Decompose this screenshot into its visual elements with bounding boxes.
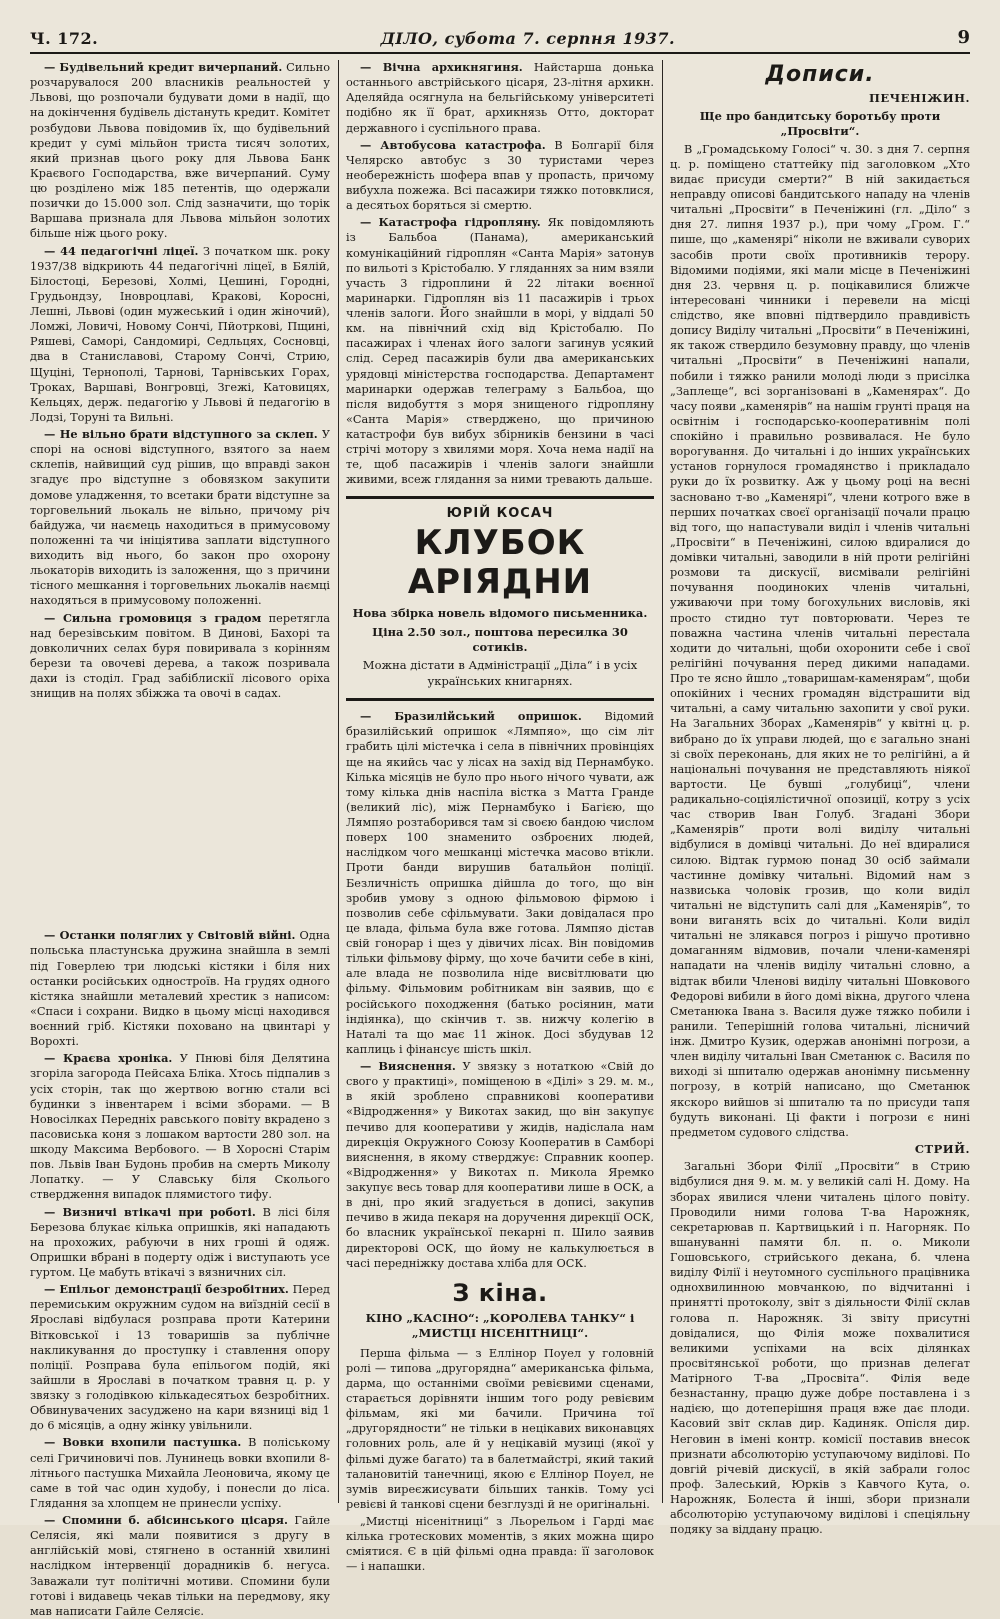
news-item bbox=[346, 215, 654, 487]
news-item bbox=[346, 138, 654, 214]
news-item-heading: — Визничі втікачі при роботі. bbox=[44, 1204, 256, 1219]
news-item-text: Гайле Селясія, які мали появитися з другу в англійській мові, стягнено в останній хвилині наслідком інтервенції дорадників б. негуса. Заважали тут політичні мотиви. Спомини були готові і видавець чекав тільки на передмову, яку мав написати Гайле Селясіє. bbox=[30, 1514, 331, 1618]
news-item bbox=[30, 427, 330, 609]
cinema-paragraph: Перша фільма — з Еллінор Поуел у головній ролі — типова „другорядна“ американська фільма, дарма, що останніми своїми ревієвими сценами, старається дорівняти іншим того роду ревієвим фільмам, які ми бачили. Причина тої „другорядности“ не тільки в нецікавих виконавцях головних роль, але й у нецікавій музиці (якої у фільмі дуже багато) та в балетмайстрі, який такий талановитій танечниці, якою є Еллінор Поуел, не зумів виреєжисувати більших танків. Тому усі ревієві й танкові сцени безглузді й не оригінальні. bbox=[346, 1346, 654, 1511]
news-item-heading: — Вияснення. bbox=[360, 1059, 456, 1073]
news-item bbox=[346, 60, 654, 136]
news-item bbox=[346, 1059, 654, 1271]
masthead bbox=[30, 22, 970, 54]
page-number: 9 bbox=[957, 27, 970, 48]
news-item bbox=[30, 60, 330, 242]
ad-author: ЮРІЙ КОСАЧ bbox=[446, 505, 554, 521]
news-item bbox=[30, 1205, 330, 1281]
news-item-text: У звязку з нотаткою «Свій до свого у практиці», поміщеною в «Ділі» з 29. м. м., в якій зроблено справникові кооперативи «Відродження» у Викотах закид, що він закупує печиво для кооперативи у жидів, надіслала нам дирекція Окружного Союзу Кооператив в Самборі вияснення, в якому стверджує: Справник коопер. «Відродження» у Викотах п. Микола Яремко закупує весь товар для кооперативи лише в ОСК, а в дні, про який згадується в допиcі, закупив печиво в жида пекаря на доручення дирекції ОСК, бо власник української пекарні п. Шило заявив директорові ОСК, що йому не калькулюється в часі передніжку доставa хліба для ОСК. bbox=[346, 1060, 654, 1270]
news-item-heading: — Катастрофа гідроплянy. bbox=[360, 215, 541, 230]
news-item-text: Відомий бразилійський опришок «Лямпяо», що сім літ грабить цілі містечка і села в північних провінціях ще на якийсь час у лісах на захід від Пернамбуко. Кілька місяців не було про нього нічого чувати, аж тому кілька днів наспіла вістка з Матта Гранде (великий ліс), між Пернамбуко і Багією, що Лямпяо розтаборився там зі своєю бандою числом поверх 100 знаменито озброєних людей, наслідком чого мешканці містечка масово втікли. Проти банди вирушив батальйон поліції. Безличність опришка дійшла до того, що він зробив умову з одною фільмовою фірмою і позволив себе сфільмувати. Заки довідалася про це влада, фільма була вже готова. Лямпяо дістав свій гонорар і щез у дівичих лісах. Він повідомив тільки фільмову фірму, що хоче бачити себе в кіні, але влада не позволила ніде висвітлювати цю фільму. Фільмовим робітникам він заявив, що є російського походження (батько росіянин, мати індіянка), що скінчив т. зв. нижчу колегію в Наталі та що має 11 жінок. Досі збудував 12 каплиць і фінансує шість шкіл. bbox=[346, 710, 655, 1056]
place-heading: СТРИЙ. bbox=[914, 1141, 970, 1156]
masthead-title-date: ДІЛО, субота 7. серпня 1937. bbox=[380, 29, 676, 48]
news-item-heading: — Вічна архикнягиня. bbox=[360, 60, 523, 74]
blank-space bbox=[30, 703, 330, 928]
column-divider bbox=[338, 60, 339, 1503]
article-subheading: Ще про бандитську боротьбу проти „Просвіти“. bbox=[699, 108, 941, 139]
news-item-text: Одна польська пластунська дружина знайшла в землі під Говерлею три людські кістяки і біля них останки російських однострoїв. На грудях одного кістяка знайшли металевий хрестик з написом: «Спаси і сохрани. Видко в цьому місці находився воєнний гріб. Кістяки поховано на цвинтарі у Ворохті. bbox=[30, 929, 331, 1049]
ad-price: Ціна 2.50 зол., поштова пересилка 30 сотиків. bbox=[372, 624, 628, 654]
news-item-heading: — Будівельний кредит вичерпаний. bbox=[44, 60, 283, 74]
ad-book-title: КЛУБОК АРІЯДНИ bbox=[407, 522, 593, 602]
news-item bbox=[30, 1435, 330, 1511]
article-paragraph: В „Громадському Голосі“ ч. 30. з дня 7. серпня ц. р. поміщено статтейку під заголовком „Хто видає присуди смерти?“ В ній закидається неправду описові бандитського нападу на членів читальні „Просвіти“ в Печеніжині (гл. „Діло“ з дня 27. липня 1937 р.), при чому „Гром. Г.“ пише, що „каменярі“ ніколи не вживали суворих засобів проти своїх противників терору. Відомими подіями, які мали місце в Печеніжині дня 23. червня ц. р. поцікавилися ближче інтересовані чинники і перевели на місці слідство, яке вповні підтвердило правдивість допису Виділу читальні „Просвіти“ в Печеніжині, як також ствердило безумовну правду, що членів читальні „Просвіти“ в Печеніжині напали, побили і тяжко ранили молоді люди з присілка „Заплеще“, всі зорганізовані в „Каменярах“. До часу появи „каменярів“ на нашім грунті праця на освітнім і господарсько-кооперативнім полі спокійно і правильно розвивалася. Не було ворогування. До читальні і до інших українських установ горнулося громадянство і прикладало руки до їх розвитку. Аж у цьому році на весні засновано т-во „Каменярі“, члени котрого вже в перших початках своєї організації почали працю від того, що напастували виділ і членів читальні „Просвіти“ в Печеніжині, силою вдиралися до домівки читальні, заводили в ній проти релігійні розмови та дискусії, висмівали релігійні почування поодиноких членів читальні, уживаючи при тому богохульних висловів, які просто стидно тут повторювати. Через те поважна частина членів читальні перестала ходити до читальні, щоби охоронити себе і свої релігійні почування перед дикими нападами. Про те ясно йшло „товаришам-каменярам“, щоби опокійних і чесних громадян відстрашити від читальні, а саму читальню захопити у свої руки. На Загальних Зборах „Каменярів“ у квітні ц. р. вибрано до їх управи людей, що є загально знані зі своїх переконань, для яких не то релігійні, а й національні почування не представляють ніякої вартости. Це бувші „голубиці“, члени радикально-соціялістичної опозиції, котру з усіх час створив Іван Голуб. Згадані Збори „Каменярів“ проти волі виділу читальні відбулися в домівці читальні. До неї вдиралися силою. Відтак гурмою понад 30 осіб займали частинне домівку читальні. Відомий нам з назвиська чоловік грозив, що коли виділ читальні не відступить салі для „Каменярів“, то вони виганять всіх до читальні. Коли виділ читальні не злякався погроз і рішучо противно домаганням відмовив, почали члени-каменярі нападати на членів виділу читальні словно, а відтак вбили Членові виділу читальні Шовкового Федорові вибили в його домі вікна, другого члена Сметанюка Івана з. Василя дуже тяжко побили і ранили. Теперішній голова читальні, лісничий інж. Дмитро Кузик, одержав анонімні погрози, а член виділу читальні Іван Сметанюк с. Василя по виході зі шпиталю одержав анонімну письменну погрозу, в котрій написано, що Сметанюк якскоро вийшов зі шпиталю та по присуди тапя будуть виконані. Ці факти і погрози є нині предметом судового слідства. bbox=[670, 142, 970, 1139]
news-item-text: перетягла над березівським повітом. В Динові, Бахорі та довколичних селах буря повиривала з корінням берези та овочеві дерева, а також позривала дахи із стоділ. Град забіблискії лісового оріха знищив на полях збіжжа та овочі в садах. bbox=[30, 611, 330, 701]
news-item bbox=[30, 1051, 330, 1202]
cinema-subtitle: КІНО „КАСІНО“: „КОРОЛЕВА ТАНКУ“ і „МИСТЦІ НІСЕНІТНИЦІ“. bbox=[365, 1310, 635, 1341]
news-item bbox=[346, 709, 654, 1057]
left-column-bottom-items bbox=[30, 928, 330, 1619]
news-item-heading: — Епільог демонстрації безробітних. bbox=[44, 1282, 289, 1297]
news-item-text: У Пнюві біля Делятина згоріла загорода Пейсаха Бліка. Хтось підпалив з усіх сторін, так що жертвою вогню стали всі будинки з інвентарем і всіми зборами. — В Новосілках Передніх равського повіту вкрадено з пасовиська коня з лошаком вартости 280 зол. на шкоду Максима Вербового. — В Хоросні Старім пов. Львів Іван Будонь пробив на смерть Миколу Лопатку. — У Славську біля Сколього ствердження випадок плямистого тифу. bbox=[30, 1052, 330, 1202]
issue-number: Ч. 172. bbox=[30, 29, 99, 48]
column-divider bbox=[662, 60, 663, 1503]
news-item-heading: — Автобусова катастрофа. bbox=[360, 137, 546, 152]
news-item-text: В поліському селі Гричиновичі пов. Лунинець вовки вхопили 8-літнього пастушка Михайла Леоновича, якому це саме в той час один худобу, і понесли до ліса. Глядання за хлопцем не принесли успіху. bbox=[30, 1436, 330, 1510]
news-item-text: Перед перемиським окружним судом на виїздній сесії в Ярославі відбулася розправа проти Катерини Вітковської і 13 товаришів за публічне накликування до проступку і ставлення опору поліції. Розправа була епільогом подій, які зайшли в Ярославі в початком травня ц. р. у звязку з голодівкою кількадесятьох безробітних. Обвинувачених засуджено на кари вязниці від 1 до 6 місяців, а одну жінку увільнили. bbox=[30, 1283, 330, 1433]
middle-column bbox=[346, 60, 655, 1574]
article-paragraph: Загальні Збори Філії „Просвіти“ в Стрию відбулися дня 9. м. м. у великій салі Н. Дому. На зборах явилися члени читалень цілого повіту. Проводили ними голова Т-ва Нарожняк, секретарював п. Картвицький і п. Нагорняк. По вшануванні памяти бл. п. о. Миколи Гошовського, стрийського декана, б. члена виділу Філії і неутомного суспільного працівника однохвилинною мовчанкою, по відчитанні і принятті протоколу, звіт з діяльности Філії склав голова п. Нарожняк. Зі звіту присутні довідалися, що Філія може похвалитися великими успіхами на всіх ділянках просвітянської роботи, що признав делегат Матірного Т-ва „Просвіта“. Філія веде безнастанну, працю дуже добре поставлена і з надією, що дотеперішня праця вже дає плоди. Касовий звіт склав дир. Кадиняк. Опісля дир. Неговин в імені контр. комісії поставив внесок признати абсолюторію уступаючому виділові. По довгій річевій дискусії, в якій забрали голос проф. Залеський, Юрків з Кавчого Кута, о. Нарожняк, Болеста й інші, збори признали абсолюторію уступаючому виділові і спеціяльну подяку за віддану працю. bbox=[670, 1160, 970, 1537]
news-item-heading: — Вовки вхопили пастушка. bbox=[44, 1435, 242, 1450]
middle-column-top-items bbox=[346, 60, 654, 488]
news-item bbox=[30, 611, 330, 702]
news-item-heading: — Спомини б. абісинського цісаря. bbox=[44, 1513, 288, 1527]
news-item-text: Як повідомляють із Бальбоа (Панама), американський комунікаційний гідроплян «Санта Марія» затонув по вильоті з Крістобалю. У гляданнях за ним взяли участь 3 гідроплини й 22 літаки воєнної маринарки. Гідроплян віз 11 пасажирів і трьох членів залоги. Його знайшли в морі, у віддалі 50 км. на північний схід від Крістобалю. По пасажирах і членах його залоги загинув усякий слід. Серед пасажирів були два американських урядовці міністерства господарства. Департамент маринарки одержав телеграму з Бальбоа, що після видобуття з моря знищеного гідроплянy «Санта Марія» стверджено, що причиною катастрофи був вибух збірників бензини в часі стрічі мотору з хвилями моря. Хоча нема надії на те, щоб пасажирів і членів залоги знайшли живими, всеж глядання за ними тревають дальше. bbox=[346, 216, 655, 487]
left-column-top-items bbox=[30, 60, 330, 701]
news-item bbox=[30, 1282, 330, 1433]
news-item-heading: — Не вільно брати відступного за склеп. bbox=[44, 427, 318, 441]
news-item-heading: — Сильна громовиця з градом bbox=[44, 610, 262, 625]
news-item-text: В лісі біля Березова блукає кілька опришків, які нападають на прохожих, рабуючи в них гроші й одяж. Опришки вбрані в подерту одіж і виступають усе гуртом. Це мабуть втікачі з вязничних сіл. bbox=[30, 1205, 330, 1279]
news-item-text: Найстарша донька останнього австрійського цісаря, 23-літня архикн. Аделяйда осягнула на бельгійському університеті подібно як її брат, архикнязь Отто, докторат державного і суспільного права. bbox=[346, 61, 654, 135]
news-item-heading: — Краєва хроніка. bbox=[44, 1051, 173, 1066]
place-heading: ПЕЧЕНІЖИН. bbox=[869, 91, 970, 106]
book-advertisement bbox=[346, 496, 654, 702]
news-item-text: З початком шк. року 1937/38 відкриють 44 педагогічні ліцеї, в Бялій, Білостоці, Березові, Холмі, Цешині, Городні, Грудьондзу, Іноврoцлаві, Кракові, Коросні, Лешні, Львові (один мужеський і один жіночий), Ломжі, Ловичі, Новому Сончі, Пйотркові, Пщині, Ряшеві, Саморі, Сандомирі, Седльцях, Сосновці, два в Станиславові, Старому Сончі, Стрию, Щуціні, Тернополі, Тарнові, Тарнівських Горах, Троках, Варшаві, Вонгровці, Згежі, Катовицях, Кельцях, держ. педагогію у Львові й педагогію в Лодзі, Торуні та Вильні. bbox=[30, 244, 331, 424]
news-item-text: В Болгарії біля Челярско автобус з 30 туристами через необережність шофера впав у пропасть, причому вибухла пожежа. Всі пасажири тяжко потовклися, а десятьох боряться зі смертю. bbox=[346, 138, 654, 213]
news-item-heading: — Останки поляглих у Світовій війні. bbox=[44, 928, 296, 943]
correspondence-section-title: Дописи. bbox=[765, 62, 875, 87]
news-item bbox=[30, 1513, 330, 1619]
news-item-text: У спорі на основі відступного, взятого за наем склепів, найвищий суд рішив, що вправді закон згадує про відступне з обовязком закупити домове уладження, то всетаки брати відступне за торговельний льокаль не вільно, причому річ байдужа, чи наємець находиться в примусовому положенні та чи ініціятива заплати відступного виходить від нього, бо закон про охорону льокаторів виходить із заложення, що з причини тісного мешкання і торговельних льокалів наємці находяться в примусовому положенні. bbox=[30, 428, 331, 608]
cinema-paragraph: „Мистці нісенітниці“ з Льорельом і Гарді має кілька гротескових моментів, з яких можна щиро сміятися. Є в цій фільмі одна правда: її заголовок — і напашки. bbox=[346, 1515, 654, 1574]
cinema-section-title: З кіна. bbox=[452, 1278, 548, 1307]
right-column bbox=[670, 60, 970, 1537]
ad-availability: Можна дістати в Адміністрації „Діла“ і в усіх українських книгарнях. bbox=[362, 658, 638, 688]
news-item bbox=[30, 244, 330, 426]
ad-description: Нова збірка новель відомого письменника. bbox=[352, 606, 648, 621]
middle-column-after-ad-items bbox=[346, 709, 654, 1271]
news-item-text: Сильно розчарувалося 200 власників реальностей у Львові, що розпочали будувати доми в надії, що на докінчення будівель дістануть кредит. Комітет розбудови Львова повідомив їх, що будівельний кредит у сумі мільйон триста тисяч золотих, який признав цього року для Львова Банк Краєвого Господарства, вже вичерпаний. Суму цю розділено між 185 петентів, що одержали позички до 15.000 зол. Слід зазначити, що торік Варшава признала для Львова мільйон золотих більше ніж цього року. bbox=[30, 61, 331, 241]
news-item-heading: — Бразилійський опришок. bbox=[360, 709, 582, 724]
news-item bbox=[30, 928, 330, 1049]
news-item-heading: — 44 педагогічні ліцеї. bbox=[44, 243, 199, 258]
left-column bbox=[30, 60, 331, 1618]
